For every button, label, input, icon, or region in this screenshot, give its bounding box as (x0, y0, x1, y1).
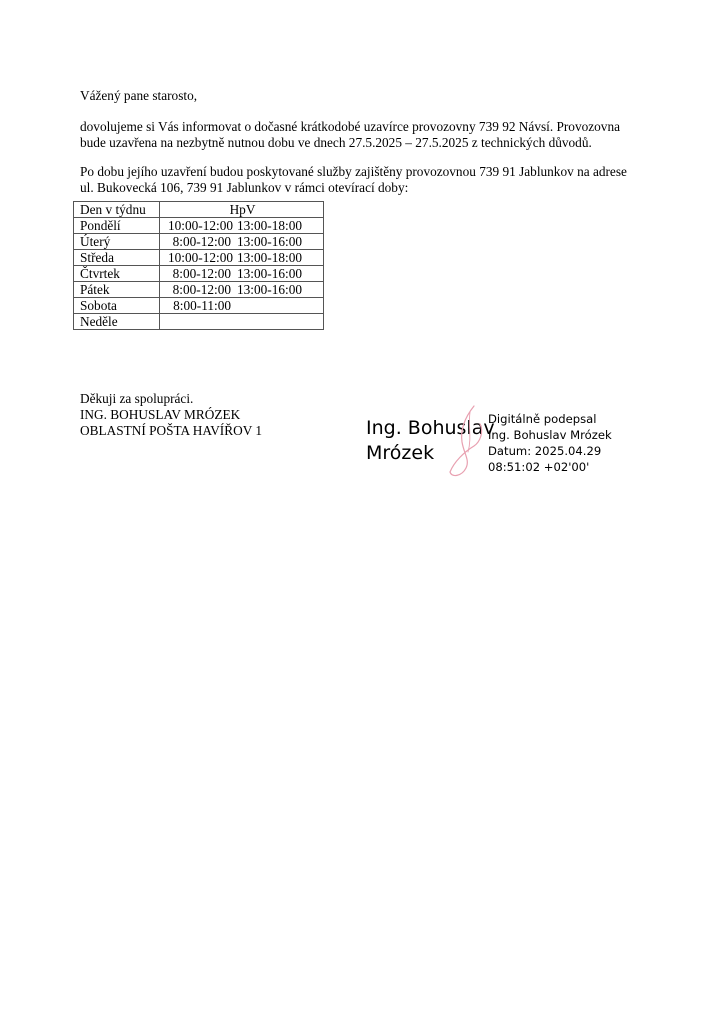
table-row (74, 218, 324, 234)
cell-day: Pondělí (74, 218, 160, 234)
cell-hours (160, 234, 324, 250)
cell-day: Neděle (74, 314, 160, 330)
paragraph-line: dovolujeme si Vás informovat o dočasné krátkodobé uzavírce provozovny 739 92 Návsí. Provozovna (80, 119, 620, 134)
afternoon-hours: 13:00-16:00 (236, 282, 302, 297)
morning-hours: 8:00-12:00 (172, 282, 231, 297)
table-row (74, 282, 324, 298)
table-header-row (74, 202, 324, 218)
cell-hours (160, 282, 324, 298)
closing-line: Děkuji za spolupráci. (80, 391, 194, 406)
signature-signed-by: Ing. Bohuslav Mrózek (488, 428, 612, 442)
table-row (74, 266, 324, 282)
afternoon-hours: 13:00-18:00 (236, 218, 302, 233)
afternoon-hours: 13:00-16:00 (236, 266, 302, 281)
cell-day: Čtvrtek (74, 266, 160, 282)
afternoon-hours: 13:00-16:00 (236, 234, 302, 249)
signature-label: Digitálně podepsal (488, 412, 597, 426)
header-hours: HpV (160, 202, 324, 218)
table-row (74, 298, 324, 314)
cell-hours (160, 266, 324, 282)
morning-hours: 8:00-12:00 (172, 234, 231, 249)
cell-day: Pátek (74, 282, 160, 298)
morning-hours: 8:00-11:00 (173, 298, 231, 313)
opening-hours-table (73, 201, 324, 330)
table-body (74, 218, 324, 330)
signature-date: Datum: 2025.04.29 (488, 444, 602, 458)
cell-hours (160, 314, 324, 330)
paragraph-closure-notice (80, 119, 620, 151)
morning-hours: 8:00-12:00 (172, 266, 231, 281)
paragraph-line: ul. Bukovecká 106, 739 91 Jablunkov v rámci otevírací doby: (80, 180, 409, 195)
greeting: Vážený pane starosto, (80, 88, 198, 103)
signature-name-line2: Mrózek (366, 442, 435, 464)
morning-hours: 10:00-12:00 (168, 218, 234, 233)
paragraph-alternative-branch (80, 164, 627, 196)
cell-hours (160, 298, 324, 314)
cell-hours (160, 250, 324, 266)
afternoon-hours: 13:00-18:00 (236, 250, 302, 265)
paragraph-line: Po dobu jejího uzavření budou poskytované služby zajištěny provozovnou 739 91 Jablunkov na adrese (80, 164, 627, 179)
morning-hours: 10:00-12:00 (168, 250, 234, 265)
table-row (74, 234, 324, 250)
table-row (74, 250, 324, 266)
signature-mark-icon (440, 402, 490, 480)
cell-hours (160, 218, 324, 234)
header-day: Den v týdnu (74, 202, 160, 218)
cell-day: Středa (74, 250, 160, 266)
signer-office: OBLASTNÍ POŠTA HAVÍŘOV 1 (80, 423, 263, 438)
signature-name-line1: Ing. Bohuslav (366, 417, 495, 439)
signer-name: ING. BOHUSLAV MRÓZEK (80, 407, 241, 422)
signature-time: 08:51:02 +02'00' (488, 460, 590, 474)
cell-day: Sobota (74, 298, 160, 314)
paragraph-line: bude uzavřena na nezbytně nutnou dobu ve dnech 27.5.2025 – 27.5.2025 z technických důvodů. (80, 135, 592, 150)
cell-day: Úterý (74, 234, 160, 250)
table-row (74, 314, 324, 330)
